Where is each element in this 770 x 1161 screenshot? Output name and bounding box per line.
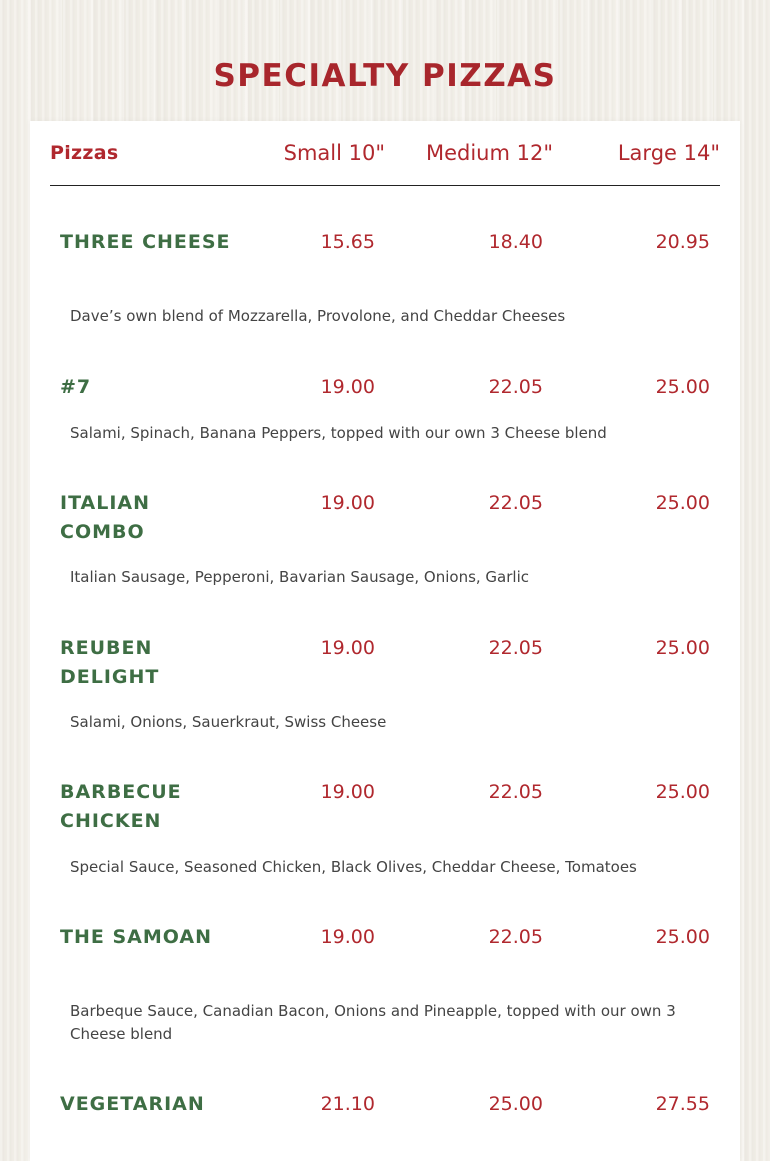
item-description: Salami, Spinach, Banana Peppers, topped with our own 3 Cheese blend [70, 424, 607, 442]
header-medium: Medium 12" [425, 141, 553, 165]
price-large: 25.00 [655, 781, 710, 803]
price-large: 25.00 [655, 492, 710, 514]
item-description: Barbeque Sauce, Canadian Bacon, Onions and Pineapple, topped with our own 3 Cheese blend [70, 1002, 676, 1043]
price-large: 27.55 [655, 1093, 710, 1115]
item-name: ITALIAN COMBO [60, 492, 151, 543]
price-medium: 22.05 [488, 637, 543, 659]
item-name: THREE CHEESE [60, 231, 231, 253]
item-description: Special Sauce, Seasoned Chicken, Black Olives, Cheddar Cheese, Tomatoes [70, 858, 637, 876]
header-large: Large 14" [617, 141, 720, 165]
price-small: 19.00 [320, 492, 375, 514]
item-description: Dave’s own blend of Mozzarella, Provolone, and Cheddar Cheeses [70, 307, 566, 325]
item-name: VEGETARIAN [60, 1093, 205, 1115]
header-pizzas: Pizzas [50, 142, 119, 164]
price-medium: 22.05 [488, 492, 543, 514]
item-name: #7 [60, 376, 92, 398]
price-medium: 25.00 [488, 1093, 543, 1115]
item-description: Italian Sausage, Pepperoni, Bavarian Sausage, Onions, Garlic [70, 568, 529, 586]
price-medium: 22.05 [488, 781, 543, 803]
item-description: Salami, Onions, Sauerkraut, Swiss Cheese [70, 713, 387, 731]
price-medium: 18.40 [488, 231, 543, 253]
price-small: 19.00 [320, 781, 375, 803]
price-small: 19.00 [320, 376, 375, 398]
page-title: SPECIALTY PIZZAS [213, 58, 557, 94]
item-name: BARBECUE CHICKEN [60, 781, 182, 832]
price-small: 21.10 [320, 1093, 375, 1115]
table-header [50, 121, 720, 186]
header-small: Small 10" [283, 141, 385, 165]
price-medium: 22.05 [488, 926, 543, 948]
price-large: 25.00 [655, 376, 710, 398]
price-small: 19.00 [320, 637, 375, 659]
price-small: 19.00 [320, 926, 375, 948]
menu-card [30, 121, 740, 1161]
item-name: THE SAMOAN [60, 926, 212, 948]
price-large: 25.00 [655, 926, 710, 948]
price-large: 20.95 [655, 231, 710, 253]
price-medium: 22.05 [488, 376, 543, 398]
price-small: 15.65 [320, 231, 375, 253]
price-large: 25.00 [655, 637, 710, 659]
item-name: REUBEN DELIGHT [60, 637, 160, 688]
